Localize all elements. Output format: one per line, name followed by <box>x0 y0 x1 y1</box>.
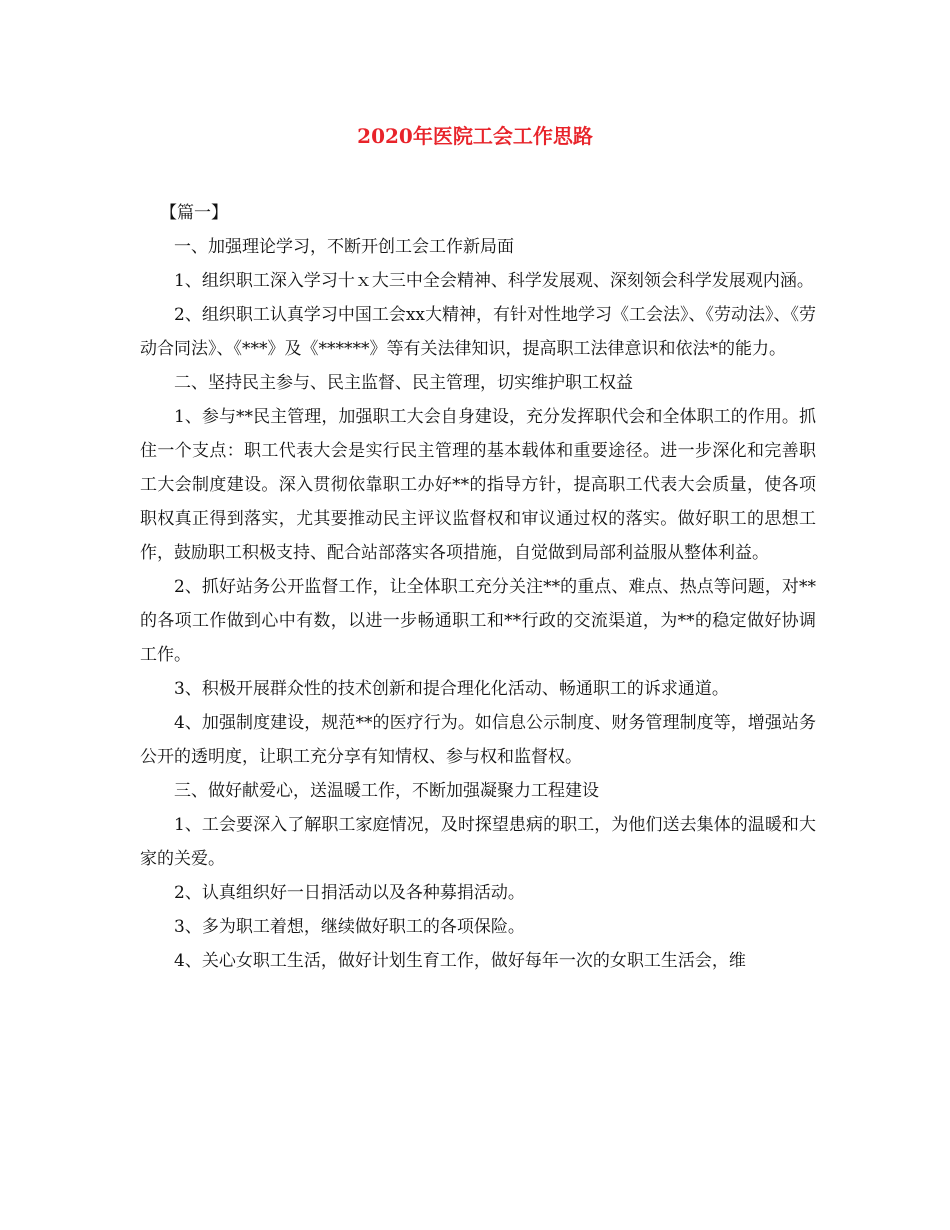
paragraph: 3、积极开展群众性的技术创新和提合理化化活动、畅通职工的诉求通道。 <box>174 679 729 699</box>
document-body <box>140 196 816 978</box>
paragraph: 2、抓好站务公开监督工作，让全体职工充分关注**的重点、难点、热点等问题，对**的各项工作做到心中有数，以进一步畅通职工和**行政的交流渠道，为**的稳定做好协调工作。 <box>140 577 816 665</box>
document-title: 2020年医院工会工作思路 <box>357 124 593 148</box>
heading-3: 三、做好献爱心，送温暖工作，不断加强凝聚力工程建设 <box>174 781 599 801</box>
paragraph: 1、组织职工深入学习十ｘ大三中全会精神、科学发展观、深刻领会科学发展观内涵。 <box>174 271 814 291</box>
heading-2: 二、坚持民主参与、民主监督、民主管理，切实维护职工权益 <box>174 373 633 393</box>
paragraph: 2、认真组织好一日捐活动以及各种募捐活动。 <box>174 883 525 903</box>
paragraph: 4、加强制度建设，规范**的医疗行为。如信息公示制度、财务管理制度等，增强站务公开的透明度，让职工充分享有知情权、参与权和监督权。 <box>140 713 816 767</box>
paragraph: 3、多为职工着想，继续做好职工的各项保险。 <box>174 917 525 937</box>
heading-1: 一、加强理论学习，不断开创工会工作新局面 <box>174 237 514 257</box>
paragraph: 4、关心女职工生活，做好计划生育工作，做好每年一次的女职工生活会，维 <box>174 951 746 971</box>
paragraph: 1、参与**民主管理，加强职工大会自身建设，充分发挥职代会和全体职工的作用。抓住一个支点：职工代表大会是实行民主管理的基本载体和重要途径。进一步深化和完善职工大会制度建设。深入贯彻依靠职工办好**的指导方针，提高职工代表大会质量，使各项职权真正得到落实，尤其要推动民主评议监督权和审议通过权的落实。做好职工的思想工作，鼓励职工积极支持、配合站部落实各项措施，自觉做到局部利益服从整体利益。 <box>140 407 816 563</box>
section-label: 【篇一】 <box>160 203 228 223</box>
paragraph: 2、组织职工认真学习中国工会xx大精神，有针对性地学习《工会法》、《劳动法》、《劳动合同法》、《***》及《******》等有关法律知识，提高职工法律意识和依法*的能力。 <box>140 305 816 359</box>
paragraph: 1、工会要深入了解职工家庭情况，及时探望患病的职工，为他们送去集体的温暖和大家的关爱。 <box>140 815 816 869</box>
